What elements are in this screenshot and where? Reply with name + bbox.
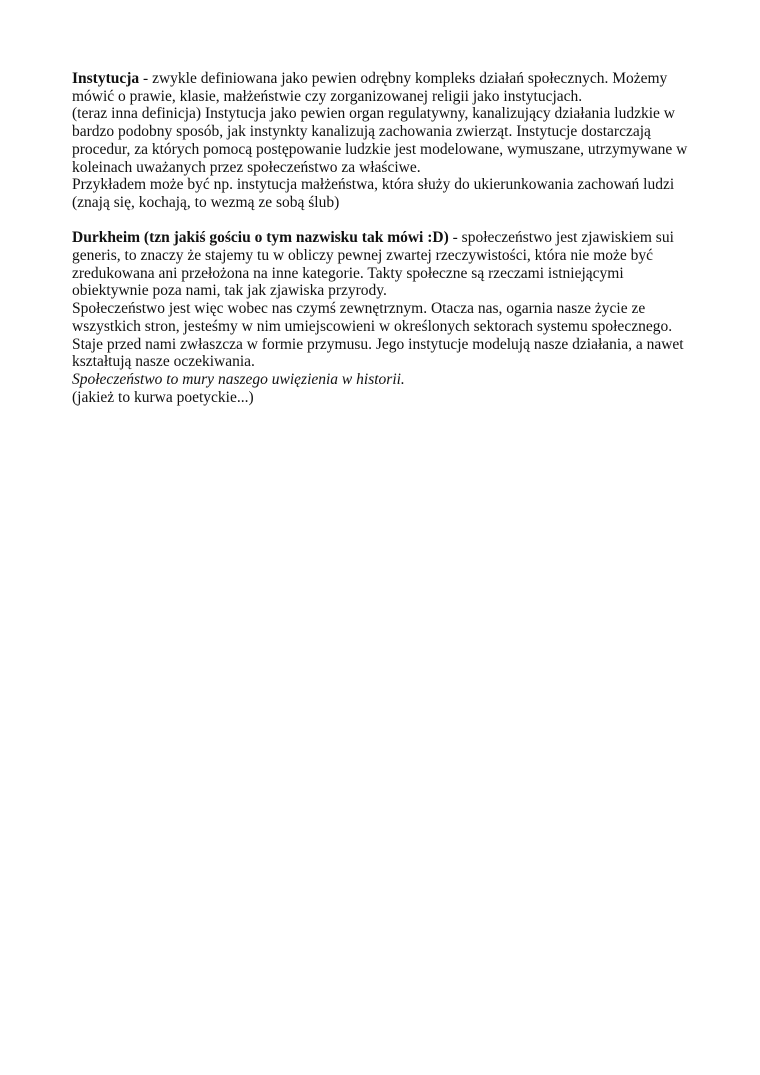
text-line: kształtują nasze oczekiwania.	[72, 353, 255, 371]
paragraph-spacer	[72, 212, 692, 230]
document-page	[72, 70, 692, 406]
italic-quote: Społeczeństwo to mury naszego uwięzienia w historii.	[72, 370, 405, 388]
term-durkheim: Durkheim (tzn jakiś gościu o tym nazwisku tak mówi :D)	[72, 229, 449, 247]
text-line: Społeczeństwo jest więc wobec nas czymś zewnętrznym. Otacza nas, ogarnia nasze życie ze	[72, 300, 646, 318]
paragraph-durkheim	[72, 229, 692, 406]
text-line	[72, 229, 692, 247]
text-line: mówić o prawie, klasie, małżeństwie czy zorganizowanej religii jako instytucjach.	[72, 87, 583, 105]
text-line: koleinach uważanych przez społeczeństwo za właściwe.	[72, 158, 421, 176]
text-line: bardzo podobny sposób, jak instynkty kanalizują zachowania zwierząt. Instytucje dostarczają	[72, 123, 651, 141]
text-line: zredukowana ani przełożona na inne kategorie. Takty społeczne są rzeczami istniejącymi	[72, 264, 624, 282]
definition-text: - społeczeństwo jest zjawiskiem sui	[448, 229, 674, 247]
text-line: obiektywnie poza nami, tak jak zjawiska przyrody.	[72, 282, 387, 300]
text-line: wszystkich stron, jesteśmy w nim umiejscowieni w określonych sektorach systemu społecznego.	[72, 317, 673, 335]
text-line: (teraz inna definicja) Instytucja jako pewien organ regulatywny, kanalizujący działania ludzkie w	[72, 105, 675, 123]
text-line: (znają się, kochają, to wezmą ze sobą ślub)	[72, 193, 340, 211]
text-line: generis, to znaczy że stajemy tu w obliczy pewnej zwartej rzeczywistości, która nie może być	[72, 247, 654, 265]
definition-text: - zwykle definiowana jako pewien odrębny kompleks działań społecznych. Możemy	[139, 70, 668, 87]
text-line: procedur, za których pomocą postępowanie ludzkie jest modelowane, wymuszane, utrzymywane w	[72, 140, 688, 158]
comment-line: (jakież to kurwa poetyckie...)	[72, 388, 254, 406]
text-line	[72, 70, 692, 88]
paragraph-instytucja	[72, 70, 692, 212]
text-line: Przykładem może być np. instytucja małżeństwa, która służy do ukierunkowania zachowań ludzi	[72, 176, 675, 194]
term-instytucja: Instytucja	[72, 70, 140, 87]
text-line: Staje przed nami zwłaszcza w formie przymusu. Jego instytucje modelują nasze działania, a nawet	[72, 335, 684, 353]
